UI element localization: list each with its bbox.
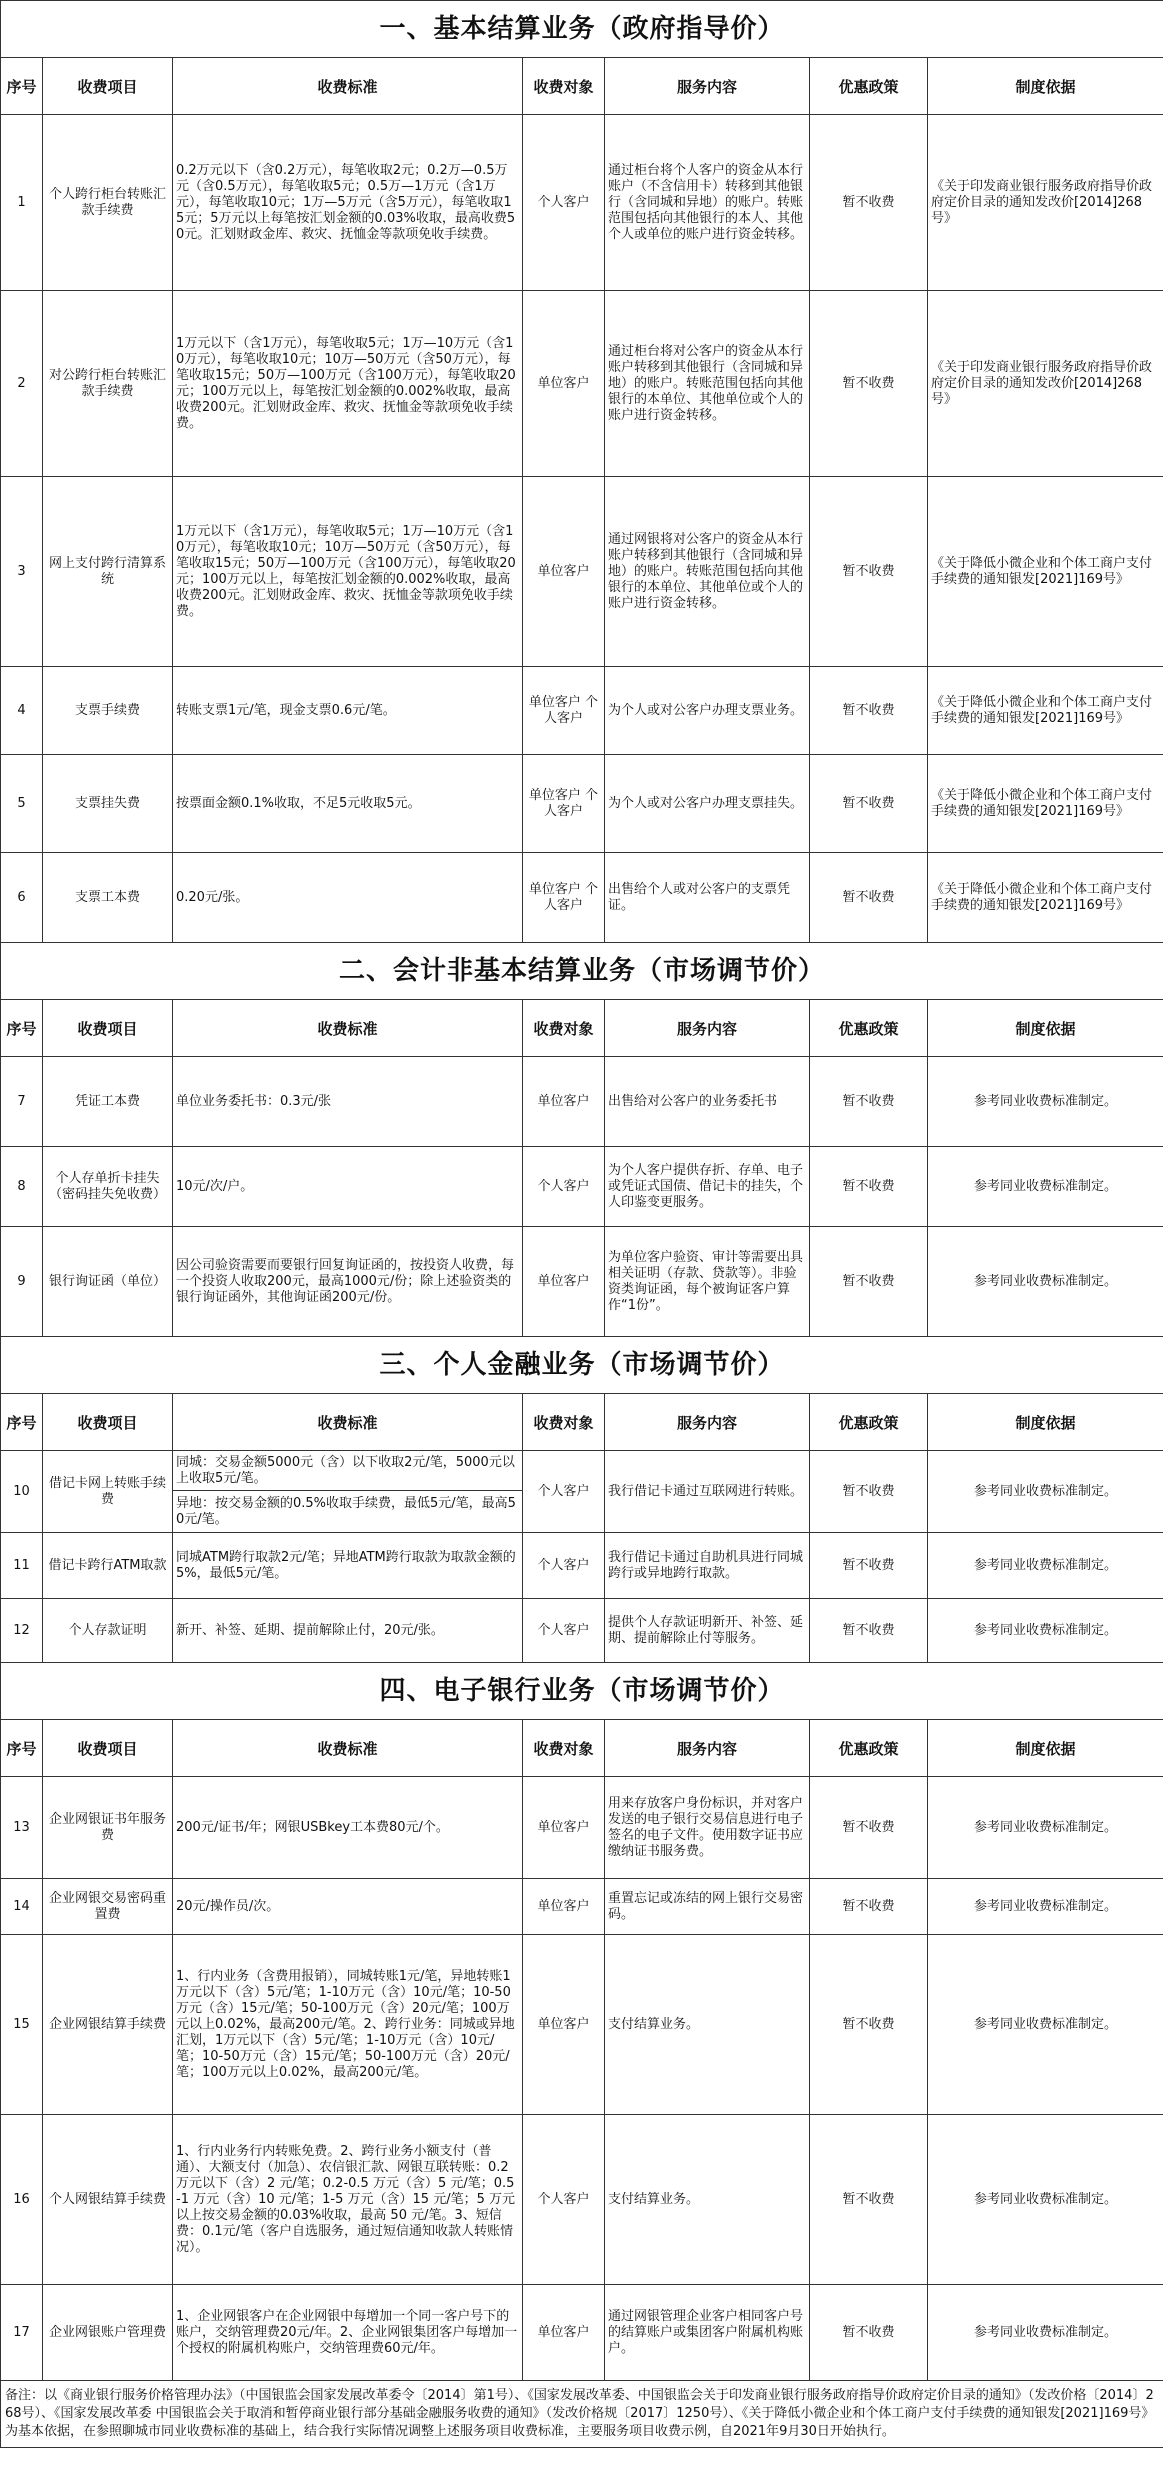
table-row bbox=[1, 477, 1163, 667]
section-title-row bbox=[1, 1337, 1163, 1394]
row-service: 用来存放客户身份标识，并对客户发送的电子银行交易信息进行电子签名的电子文件。使用数字证书应缴纳证书服务费。 bbox=[605, 1777, 810, 1879]
header-target: 收费对象 bbox=[523, 1000, 605, 1057]
row-basis: 参考同业收费标准制定。 bbox=[928, 2115, 1163, 2285]
header-row bbox=[1, 1000, 1163, 1057]
row-item: 对公跨行柜台转账汇款手续费 bbox=[43, 291, 173, 477]
row-discount: 暂不收费 bbox=[810, 2115, 928, 2285]
row-no: 16 bbox=[1, 2115, 43, 2285]
row-service: 支付结算业务。 bbox=[605, 1935, 810, 2115]
row-discount: 暂不收费 bbox=[810, 853, 928, 943]
table-row bbox=[1, 1057, 1163, 1147]
row-discount: 暂不收费 bbox=[810, 1057, 928, 1147]
row-no: 9 bbox=[1, 1227, 43, 1337]
row-target: 个人客户 bbox=[523, 115, 605, 291]
table-row bbox=[1, 755, 1163, 853]
row-target: 单位客户 个人客户 bbox=[523, 755, 605, 853]
row-discount: 暂不收费 bbox=[810, 667, 928, 755]
row-standard: 10元/次/户。 bbox=[173, 1147, 523, 1227]
header-row bbox=[1, 58, 1163, 115]
row-item: 企业网银证书年服务费 bbox=[43, 1777, 173, 1879]
row-item: 网上支付跨行清算系统 bbox=[43, 477, 173, 667]
row-basis: 参考同业收费标准制定。 bbox=[928, 1147, 1163, 1227]
row-discount: 暂不收费 bbox=[810, 1227, 928, 1337]
row-standard: 200元/证书/年；网银USBkey工本费80元/个。 bbox=[173, 1777, 523, 1879]
row-service: 通过柜台将对公客户的资金从本行账户转移到其他银行（含同城和异地）的账户。转账范围包括向其他银行的本单位、其他单位或个人的账户进行资金转移。 bbox=[605, 291, 810, 477]
header-item: 收费项目 bbox=[43, 1000, 173, 1057]
row-service: 通过柜台将个人客户的资金从本行账户（不含信用卡）转移到其他银行（含同城和异地）的账户。转账范围包括向其他银行的本人、其他个人或单位的账户进行资金转移。 bbox=[605, 115, 810, 291]
table-row bbox=[1, 1879, 1163, 1935]
row-item: 支票挂失费 bbox=[43, 755, 173, 853]
row-discount: 暂不收费 bbox=[810, 1599, 928, 1663]
row-item: 企业网银交易密码重置费 bbox=[43, 1879, 173, 1935]
row-item: 借记卡网上转账手续费 bbox=[43, 1451, 173, 1533]
row-service: 我行借记卡通过互联网进行转账。 bbox=[605, 1451, 810, 1533]
row-basis: 《关于印发商业银行服务政府指导价政府定价目录的通知发改价[2014]268号》 bbox=[928, 115, 1163, 291]
row-standard: 新开、补签、延期、提前解除止付，20元/张。 bbox=[173, 1599, 523, 1663]
row-standard: 20元/操作员/次。 bbox=[173, 1879, 523, 1935]
header-row bbox=[1, 1720, 1163, 1777]
row-target: 单位客户 bbox=[523, 2285, 605, 2381]
row-basis: 参考同业收费标准制定。 bbox=[928, 1935, 1163, 2115]
row-target: 单位客户 bbox=[523, 1057, 605, 1147]
table-row bbox=[1, 1147, 1163, 1227]
row-service: 出售给个人或对公客户的支票凭证。 bbox=[605, 853, 810, 943]
table-row bbox=[1, 115, 1163, 291]
row-service: 为个人客户提供存折、存单、电子或凭证式国债、借记卡的挂失，个人印鉴变更服务。 bbox=[605, 1147, 810, 1227]
row-basis: 参考同业收费标准制定。 bbox=[928, 2285, 1163, 2381]
row-no: 13 bbox=[1, 1777, 43, 1879]
header-standard: 收费标准 bbox=[173, 58, 523, 115]
row-no: 17 bbox=[1, 2285, 43, 2381]
row-no: 8 bbox=[1, 1147, 43, 1227]
row-basis: 《关于降低小微企业和个体工商户支付手续费的通知银发[2021]169号》 bbox=[928, 667, 1163, 755]
row-standard: 转账支票1元/笔，现金支票0.6元/笔。 bbox=[173, 667, 523, 755]
header-discount: 优惠政策 bbox=[810, 58, 928, 115]
row-no: 3 bbox=[1, 477, 43, 667]
row-service: 支付结算业务。 bbox=[605, 2115, 810, 2285]
table-row bbox=[1, 1777, 1163, 1879]
row-service: 提供个人存款证明新开、补签、延期、提前解除止付等服务。 bbox=[605, 1599, 810, 1663]
row-item: 个人存款证明 bbox=[43, 1599, 173, 1663]
table-row bbox=[1, 1599, 1163, 1663]
row-item: 个人存单折卡挂失（密码挂失免收费） bbox=[43, 1147, 173, 1227]
table-row bbox=[1, 1451, 1163, 1491]
row-basis: 参考同业收费标准制定。 bbox=[928, 1777, 1163, 1879]
row-item: 企业网银结算手续费 bbox=[43, 1935, 173, 2115]
header-no: 序号 bbox=[1, 1394, 43, 1451]
row-no: 12 bbox=[1, 1599, 43, 1663]
row-discount: 暂不收费 bbox=[810, 1935, 928, 2115]
row-no: 1 bbox=[1, 115, 43, 291]
section-title: 二、会计非基本结算业务（市场调节价） bbox=[1, 943, 1163, 1000]
row-basis: 《关于降低小微企业和个体工商户支付手续费的通知银发[2021]169号》 bbox=[928, 477, 1163, 667]
header-service: 服务内容 bbox=[605, 1720, 810, 1777]
row-service: 为单位客户验资、审计等需要出具相关证明（存款、贷款等）。非验资类询证函，每个被询证客户算作“1份”。 bbox=[605, 1227, 810, 1337]
row-service: 为个人或对公客户办理支票挂失。 bbox=[605, 755, 810, 853]
header-target: 收费对象 bbox=[523, 58, 605, 115]
section-title: 一、基本结算业务（政府指导价） bbox=[1, 1, 1163, 58]
header-discount: 优惠政策 bbox=[810, 1720, 928, 1777]
row-target: 单位客户 bbox=[523, 291, 605, 477]
row-item: 企业网银账户管理费 bbox=[43, 2285, 173, 2381]
row-target: 单位客户 bbox=[523, 1935, 605, 2115]
row-no: 7 bbox=[1, 1057, 43, 1147]
table-row bbox=[1, 1935, 1163, 2115]
header-service: 服务内容 bbox=[605, 1394, 810, 1451]
header-basis: 制度依据 bbox=[928, 1720, 1163, 1777]
header-no: 序号 bbox=[1, 1720, 43, 1777]
row-standard: 同城ATM跨行取款2元/笔；异地ATM跨行取款为取款金额的5%，最低5元/笔。 bbox=[173, 1533, 523, 1599]
header-no: 序号 bbox=[1, 1000, 43, 1057]
row-item: 凭证工本费 bbox=[43, 1057, 173, 1147]
header-service: 服务内容 bbox=[605, 58, 810, 115]
header-item: 收费项目 bbox=[43, 58, 173, 115]
row-standard: 因公司验资需要而要银行回复询证函的，按投资人收费，每一个投资人收取200元，最高1000元/份；除上述验资类的银行询证函外，其他询证函200元/份。 bbox=[173, 1227, 523, 1337]
row-no: 15 bbox=[1, 1935, 43, 2115]
header-service: 服务内容 bbox=[605, 1000, 810, 1057]
section-title: 三、个人金融业务（市场调节价） bbox=[1, 1337, 1163, 1394]
row-target: 单位客户 bbox=[523, 1879, 605, 1935]
header-standard: 收费标准 bbox=[173, 1720, 523, 1777]
row-discount: 暂不收费 bbox=[810, 755, 928, 853]
row-service: 重置忘记或冻结的网上银行交易密码。 bbox=[605, 1879, 810, 1935]
row-standard-part: 异地：按交易金额的0.5%收取手续费，最低5元/笔，最高50元/笔。 bbox=[173, 1491, 523, 1533]
table-row bbox=[1, 2285, 1163, 2381]
row-basis: 参考同业收费标准制定。 bbox=[928, 1879, 1163, 1935]
row-basis: 《关于印发商业银行服务政府指导价政府定价目录的通知发改价[2014]268号》 bbox=[928, 291, 1163, 477]
row-service: 出售给对公客户的业务委托书 bbox=[605, 1057, 810, 1147]
row-service: 我行借记卡通过自助机具进行同城跨行或异地跨行取款。 bbox=[605, 1533, 810, 1599]
row-discount: 暂不收费 bbox=[810, 2285, 928, 2381]
header-standard: 收费标准 bbox=[173, 1000, 523, 1057]
row-service: 为个人或对公客户办理支票业务。 bbox=[605, 667, 810, 755]
header-item: 收费项目 bbox=[43, 1720, 173, 1777]
section-title-row bbox=[1, 1, 1163, 58]
row-item: 个人网银结算手续费 bbox=[43, 2115, 173, 2285]
row-basis: 《关于降低小微企业和个体工商户支付手续费的通知银发[2021]169号》 bbox=[928, 755, 1163, 853]
row-discount: 暂不收费 bbox=[810, 1533, 928, 1599]
header-basis: 制度依据 bbox=[928, 1000, 1163, 1057]
row-item: 支票手续费 bbox=[43, 667, 173, 755]
table-row bbox=[1, 2115, 1163, 2285]
table-row bbox=[1, 853, 1163, 943]
row-standard: 1、企业网银客户在企业网银中每增加一个同一客户号下的账户，交纳管理费20元/年。2、企业网银集团客户每增加一个授权的附属机构账户，交纳管理费60元/年。 bbox=[173, 2285, 523, 2381]
table-row bbox=[1, 291, 1163, 477]
table-row bbox=[1, 1227, 1163, 1337]
header-discount: 优惠政策 bbox=[810, 1000, 928, 1057]
header-no: 序号 bbox=[1, 58, 43, 115]
row-item: 银行询证函（单位） bbox=[43, 1227, 173, 1337]
section-title: 四、电子银行业务（市场调节价） bbox=[1, 1663, 1163, 1720]
header-standard: 收费标准 bbox=[173, 1394, 523, 1451]
row-target: 单位客户 bbox=[523, 477, 605, 667]
row-target: 单位客户 bbox=[523, 1227, 605, 1337]
row-no: 4 bbox=[1, 667, 43, 755]
row-discount: 暂不收费 bbox=[810, 1879, 928, 1935]
row-target: 个人客户 bbox=[523, 1533, 605, 1599]
row-standard: 0.2万元以下（含0.2万元），每笔收取2元；0.2万—0.5万元（含0.5万元），每笔收取5元；0.5万—1万元（含1万元），每笔收取10元；1万—5万元（含5万元），每笔收取15元；5万元以上每笔按汇划金额的0.03%收取，最高收费50元。汇划财政金库、救灾、抚恤金等款项免收手续费。 bbox=[173, 115, 523, 291]
row-basis: 参考同业收费标准制定。 bbox=[928, 1227, 1163, 1337]
row-discount: 暂不收费 bbox=[810, 1777, 928, 1879]
row-discount: 暂不收费 bbox=[810, 291, 928, 477]
row-item: 借记卡跨行ATM取款 bbox=[43, 1533, 173, 1599]
row-target: 个人客户 bbox=[523, 1451, 605, 1533]
header-basis: 制度依据 bbox=[928, 58, 1163, 115]
row-standard: 单位业务委托书：0.3元/张 bbox=[173, 1057, 523, 1147]
row-target: 单位客户 bbox=[523, 1777, 605, 1879]
row-basis: 参考同业收费标准制定。 bbox=[928, 1451, 1163, 1533]
row-standard-part: 同城：交易金额5000元（含）以下收取2元/笔，5000元以上收取5元/笔。 bbox=[173, 1451, 523, 1491]
row-no: 5 bbox=[1, 755, 43, 853]
row-standard: 1万元以下（含1万元），每笔收取5元；1万—10万元（含10万元），每笔收取10元；10万—50万元（含50万元），每笔收取15元；50万—100万元（含100万元），每笔收取20元；100万元以上，每笔按汇划金额的0.002%收取，最高收费200元。汇划财政金库、救灾、抚恤金等款项免收手续费。 bbox=[173, 291, 523, 477]
row-target: 个人客户 bbox=[523, 2115, 605, 2285]
table-row bbox=[1, 1533, 1163, 1599]
row-discount: 暂不收费 bbox=[810, 1451, 928, 1533]
row-basis: 《关于降低小微企业和个体工商户支付手续费的通知银发[2021]169号》 bbox=[928, 853, 1163, 943]
row-item: 个人跨行柜台转账汇款手续费 bbox=[43, 115, 173, 291]
row-basis: 参考同业收费标准制定。 bbox=[928, 1057, 1163, 1147]
table-row bbox=[1, 667, 1163, 755]
row-service: 通过网银将对公客户的资金从本行账户转移到其他银行（含同城和异地）的账户。转账范围包括向其他银行的本单位、其他单位或个人的账户进行资金转移。 bbox=[605, 477, 810, 667]
section-title-row bbox=[1, 943, 1163, 1000]
header-item: 收费项目 bbox=[43, 1394, 173, 1451]
row-item: 支票工本费 bbox=[43, 853, 173, 943]
row-target: 个人客户 bbox=[523, 1147, 605, 1227]
row-basis: 参考同业收费标准制定。 bbox=[928, 1599, 1163, 1663]
row-standard: 1、行内业务（含费用报销），同城转账1元/笔，异地转账1万元以下（含）5元/笔；1-10万元（含）10元/笔；10-50万元（含）15元/笔；50-100万元（含）20元/笔；100万元以上0.02%，最高200元/笔。2、跨行业务：同城或异地汇划，1万元以下（含）5元/笔；1-10万元（含）10元/笔；10-50万元（含）15元/笔；50-100万元（含）20元/笔；100万元以上0.02%，最高200元/笔。 bbox=[173, 1935, 523, 2115]
note-row bbox=[1, 2381, 1163, 2448]
row-target: 单位客户 个人客户 bbox=[523, 667, 605, 755]
row-no: 10 bbox=[1, 1451, 43, 1533]
header-basis: 制度依据 bbox=[928, 1394, 1163, 1451]
header-target: 收费对象 bbox=[523, 1720, 605, 1777]
row-no: 14 bbox=[1, 1879, 43, 1935]
row-standard: 0.20元/张。 bbox=[173, 853, 523, 943]
row-service: 通过网银管理企业客户相同客户号的结算账户或集团客户附属机构账户。 bbox=[605, 2285, 810, 2381]
row-basis: 参考同业收费标准制定。 bbox=[928, 1533, 1163, 1599]
section-title-row bbox=[1, 1663, 1163, 1720]
header-target: 收费对象 bbox=[523, 1394, 605, 1451]
header-discount: 优惠政策 bbox=[810, 1394, 928, 1451]
footnote: 备注：以《商业银行服务价格管理办法》（中国银监会国家发展改革委令〔2014〕第1号）、《国家发展改革委、中国银监会关于印发商业银行服务政府指导价政府定价目录的通知》（发改价格〔2014〕268号）、《国家发展改革委 中国银监会关于取消和暂停商业银行部分基础金融服务收费的通知》（发改价格规〔2017〕1250号）、《关于降低小微企业和个体工商户支付手续费的通知银发[2021]169号》为基本依据，在参照聊城市同业收费标准的基础上，结合我行实际情况调整上述服务项目收费标准，主要服务项目收费示例，自2021年9月30日开始执行。 bbox=[1, 2381, 1163, 2448]
row-target: 单位客户 个人客户 bbox=[523, 853, 605, 943]
row-standard: 1、行内业务行内转账免费。2、跨行业务小额支付（普通）、大额支付（加急）、农信银汇款、网银互联转账：0.2 万元以下（含）2 元/笔；0.2-0.5 万元（含）5 元/笔；0.5-1 万元（含）10 元/笔；1-5 万元（含）15 元/笔；5 万元以上按交易金额的0.03%收取，最高 50 元/笔。3、短信费：0.1元/笔（客户自选服务，通过短信通知收款人转账情况）。 bbox=[173, 2115, 523, 2285]
row-discount: 暂不收费 bbox=[810, 477, 928, 667]
row-no: 6 bbox=[1, 853, 43, 943]
row-standard: 按票面金额0.1%收取，不足5元收取5元。 bbox=[173, 755, 523, 853]
row-discount: 暂不收费 bbox=[810, 1147, 928, 1227]
row-no: 11 bbox=[1, 1533, 43, 1599]
row-no: 2 bbox=[1, 291, 43, 477]
row-discount: 暂不收费 bbox=[810, 115, 928, 291]
row-target: 个人客户 bbox=[523, 1599, 605, 1663]
row-standard: 1万元以下（含1万元），每笔收取5元；1万—10万元（含10万元），每笔收取10元；10万—50万元（含50万元），每笔收取15元；50万—100万元（含100万元），每笔收取20元；100万元以上，每笔按汇划金额的0.002%收取，最高收费200元。汇划财政金库、救灾、抚恤金等款项免收手续费。 bbox=[173, 477, 523, 667]
header-row bbox=[1, 1394, 1163, 1451]
